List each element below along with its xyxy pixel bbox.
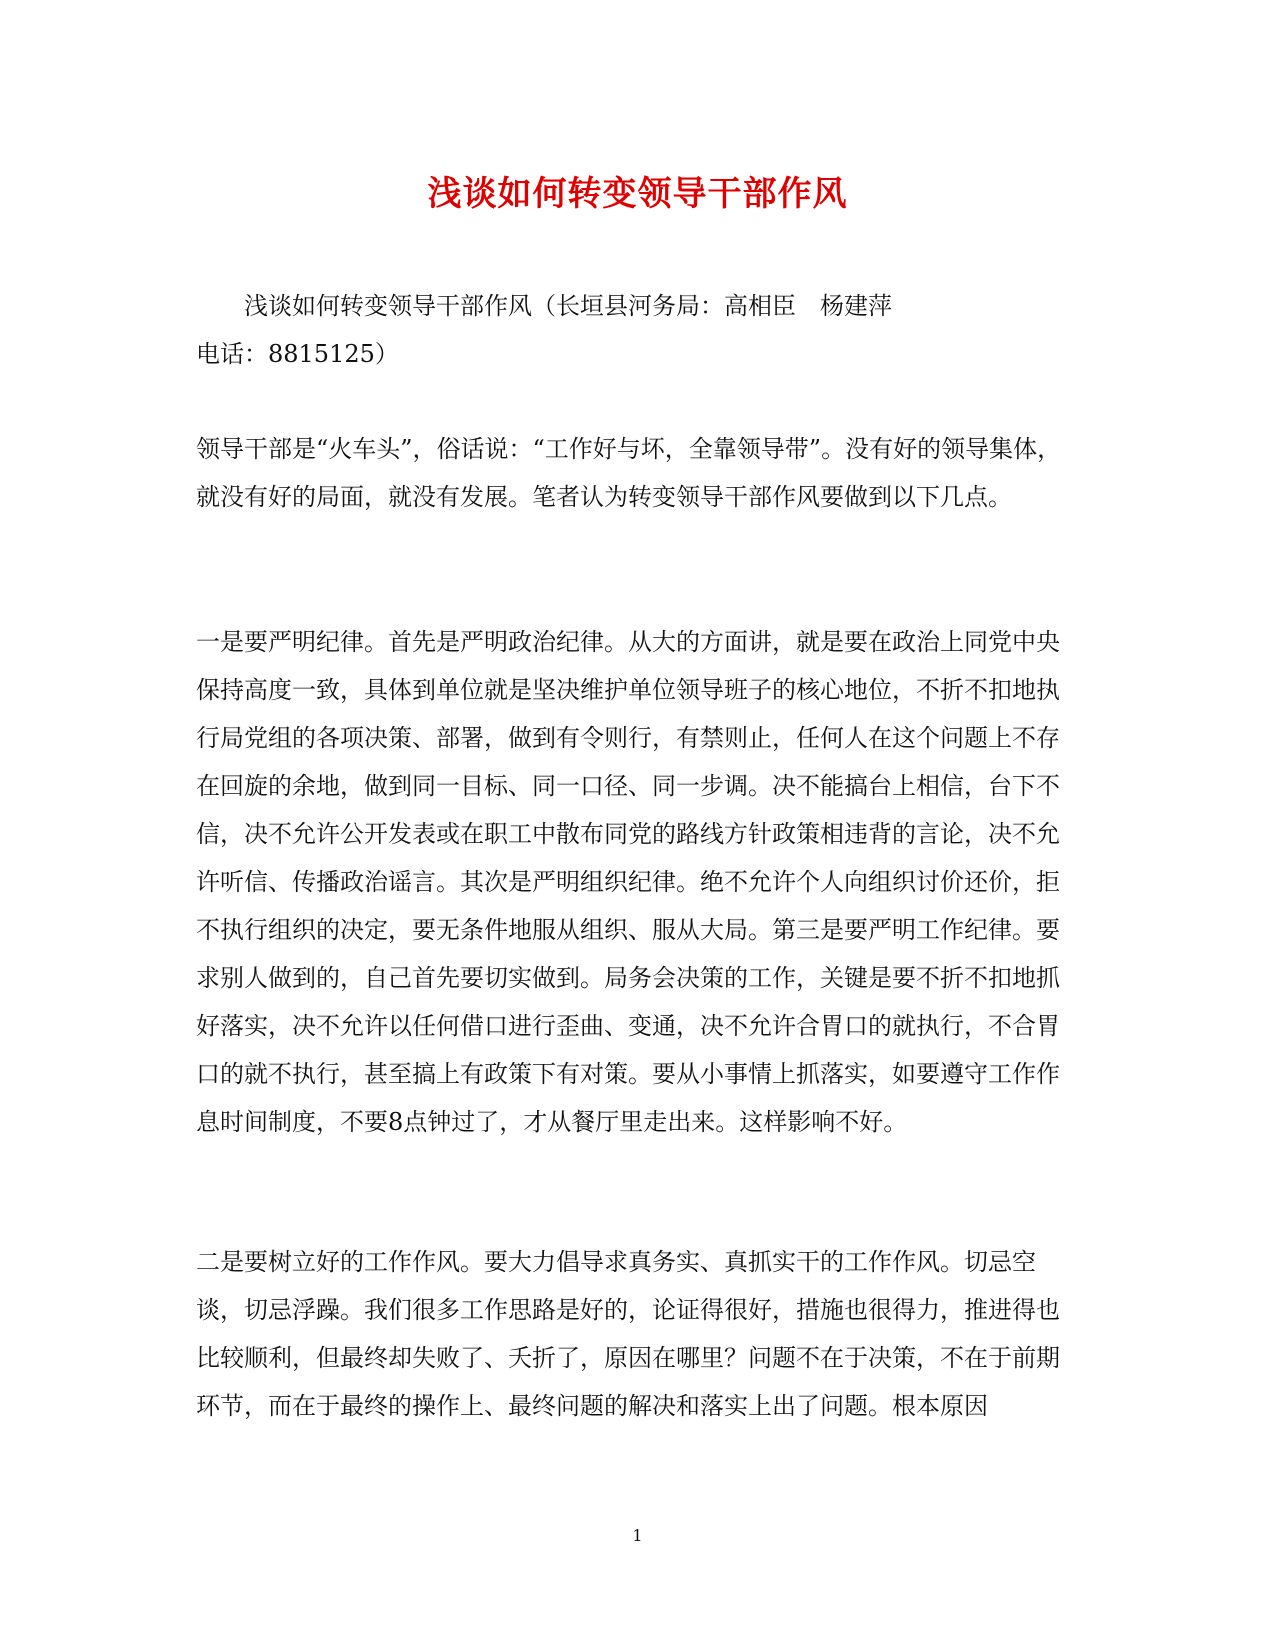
page-number: 1	[632, 1526, 643, 1545]
byline-author-line: 浅谈如何转变领导干部作风（长垣县河务局：高相臣 杨建萍	[244, 292, 892, 320]
byline	[196, 282, 1080, 378]
document-title: 浅谈如何转变领导干部作风	[427, 174, 848, 214]
paragraph-work-style: 二是要树立好的工作作风。要大力倡导求真务实、真抓实干的工作作风。切忌空谈，切忌浮躁。我们很多工作思路是好的，论证得很好，措施也很得力，推进得也比较顺利，但最终却失败了、夭折了，原因在哪里？问题不在于决策，不在于前期环节，而在于最终的操作上、最终问题的解决和落实上出了问题。根本原因	[196, 1248, 1060, 1420]
byline-phone-line: 电话：8815125）	[196, 340, 399, 368]
paragraph-discipline: 一是要严明纪律。首先是严明政治纪律。从大的方面讲，就是要在政治上同党中央保持高度一致，具体到单位就是坚决维护单位领导班子的核心地位，不折不扣地执行局党组的各项决策、部署，做到有令则行，有禁则止，任何人在这个问题上不存在回旋的余地，做到同一目标、同一口径、同一步调。决不能搞台上相信，台下不信，决不允许公开发表或在职工中散布同党的路线方针政策相违背的言论，决不允许听信、传播政治谣言。其次是严明组织纪律。绝不允许个人向组织讨价还价，拒不执行组织的决定，要无条件地服从组织、服从大局。第三是要严明工作纪律。要求别人做到的，自己首先要切实做到。局务会决策的工作，关键是要不折不扣地抓好落实，决不允许以任何借口进行歪曲、变通，决不允许合胃口的就执行，不合胃口的就不执行，甚至搞上有政策下有对策。要从小事情上抓落实，如要遵守工作作息时间制度，不要8点钟过了，才从餐厅里走出来。这样影响不好。	[196, 628, 1060, 1136]
paragraph-intro: 领导干部是“火车头”，俗话说：“工作好与坏，全靠领导带”。没有好的领导集体，就没有好的局面，就没有发展。笔者认为转变领导干部作风要做到以下几点。	[196, 435, 1062, 511]
